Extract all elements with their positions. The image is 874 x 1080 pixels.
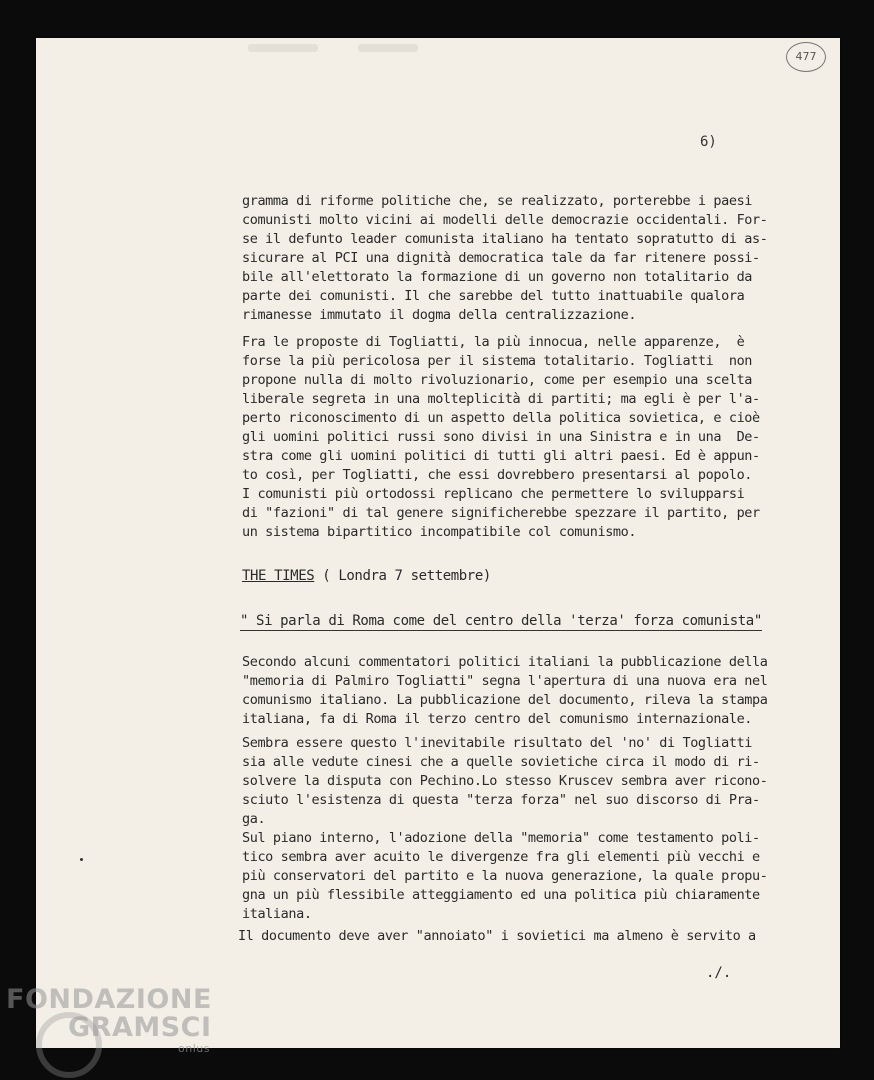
text-line: Sembra essere questo l'inevitabile risultato del 'no' di Togliatti <box>242 735 753 751</box>
text-line: Sul piano interno, l'adozione della "memoria" come testamento poli- <box>242 830 760 846</box>
paragraph-1 <box>242 192 802 325</box>
watermark-line-1: FONDAZIONE <box>6 984 212 1015</box>
text-line: I comunisti più ortodossi replicano che permettere lo svilupparsi <box>242 486 745 502</box>
text-line: sicurare al PCI una dignità democratica tale da far ritenere possi- <box>242 250 760 266</box>
faint-bleed-through <box>358 44 418 52</box>
faint-bleed-through <box>248 44 318 52</box>
watermark-line-2: GRAMSCI <box>68 1012 212 1043</box>
watermark-line-3: onlus <box>178 1042 210 1055</box>
continuation-mark: ./. <box>706 965 732 981</box>
text-line: rimanesse immutato il dogma della centralizzazione. <box>242 307 637 323</box>
text-line: sciuto l'esistenza di questa "terza forza" nel suo discorso di Pra- <box>242 792 760 808</box>
text-line: gramma di riforme politiche che, se realizzato, porterebbe i paesi <box>242 193 753 209</box>
text-line: Secondo alcuni commentatori politici italiani la pubblicazione della <box>242 654 768 670</box>
text-line: gli uomini politici russi sono divisi in una Sinistra e in una De- <box>242 429 760 445</box>
text-line: solvere la disputa con Pechino.Lo stesso Kruscev sembra aver ricono- <box>242 773 768 789</box>
text-line: italiana. <box>242 906 312 922</box>
text-line: Il documento deve aver "annoiato" i sovietici ma almeno è servito a <box>238 928 756 944</box>
text-line: parte dei comunisti. Il che sarebbe del tutto inattuabile qualora <box>242 288 745 304</box>
text-line: "memoria di Palmiro Togliatti" segna l'apertura di una nuova era nel <box>242 673 768 689</box>
text-line: di "fazioni" di tal genere significherebbe spezzare il partito, per <box>242 505 760 521</box>
text-line: forse la più pericolosa per il sistema totalitario. Togliatti non <box>242 353 753 369</box>
text-line: Fra le proposte di Togliatti, la più innocua, nelle apparenze, è <box>242 334 745 350</box>
text-line: italiana, fa di Roma il terzo centro del comunismo internazionale. <box>242 711 753 727</box>
text-line: to così, per Togliatti, che essi dovrebbero presentarsi al popolo. <box>242 467 753 483</box>
watermark <box>6 986 212 1056</box>
text-line: perto riconoscimento di un aspetto della politica sovietica, e cioè <box>242 410 760 426</box>
text-line: se il defunto leader comunista italiano ha tentato sopratutto di as- <box>242 231 768 247</box>
text-line: propone nulla di molto rivoluzionario, come per esempio una scelta <box>242 372 753 388</box>
text-line: gna un più flessibile atteggiamento ed una politica più chiaramente <box>242 887 760 903</box>
margin-dot <box>80 858 83 861</box>
source-header <box>242 568 491 584</box>
paragraph-2 <box>242 333 802 542</box>
paragraph-3 <box>242 653 802 729</box>
text-line: un sistema bipartitico incompatibile col comunismo. <box>242 524 637 540</box>
source-name: THE TIMES <box>242 568 315 584</box>
archive-number-stamp: 477 <box>786 42 826 72</box>
paragraph-4 <box>242 734 802 924</box>
text-line: bile all'elettorato la formazione di un governo non totalitario da <box>242 269 753 285</box>
text-line: liberale segreta in una molteplicità di partiti; ma egli è per l'a- <box>242 391 760 407</box>
text-line: comunisti molto vicini ai modelli delle democrazie occidentali. For- <box>242 212 768 228</box>
text-line: stra come gli uomini politici di tutti gli altri paesi. Ed è appun- <box>242 448 760 464</box>
text-line: ga. <box>242 811 266 827</box>
text-line: tico sembra aver acuito le divergenze fra gli elementi più vecchi e <box>242 849 760 865</box>
source-detail: ( Londra 7 settembre) <box>314 568 491 584</box>
text-line: più conservatori del partito e la nuova generazione, la quale propu- <box>242 868 768 884</box>
page-number: 6) <box>700 134 717 150</box>
paragraph-5 <box>238 927 798 946</box>
text-line: sia alle vedute cinesi che a quelle sovietiche circa il modo di ri- <box>242 754 760 770</box>
text-line: comunismo italiano. La pubblicazione del documento, rileva la stampa <box>242 692 768 708</box>
article-headline: " Si parla di Roma come del centro della 'terza' forza comunista" <box>240 613 762 629</box>
